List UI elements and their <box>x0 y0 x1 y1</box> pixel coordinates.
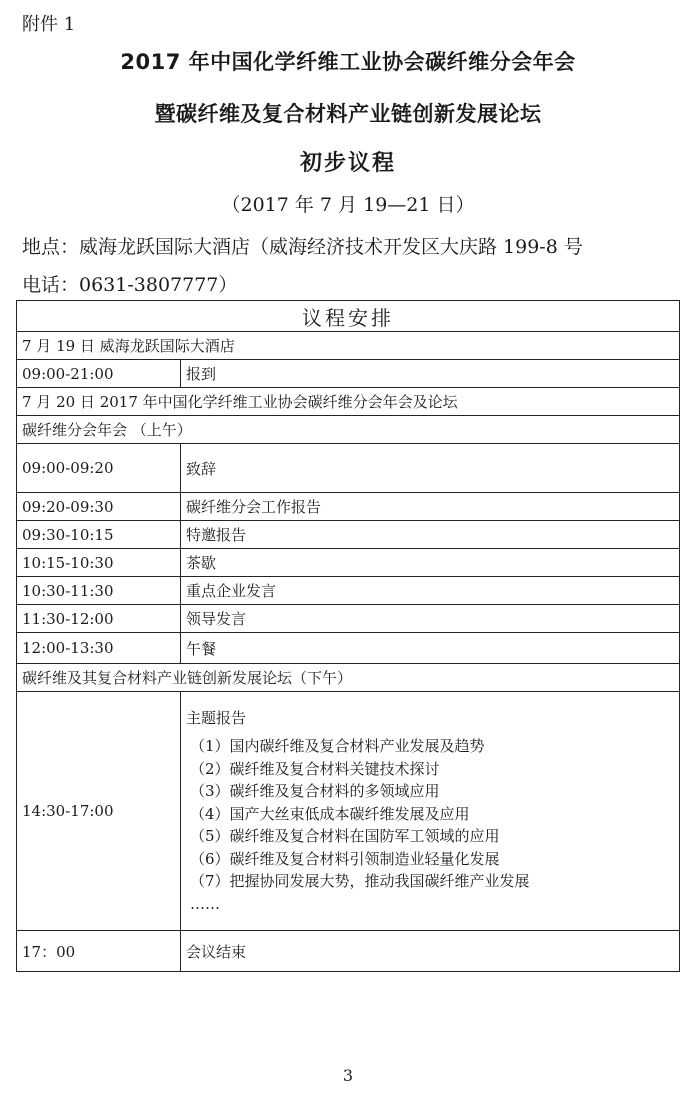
day1-cell: 7 月 19 日 威海龙跃国际大酒店 <box>17 332 680 360</box>
event-dates: （2017 年 7 月 19—21 日） <box>221 194 475 216</box>
item-cell: 碳纤维分会工作报告 <box>181 493 680 521</box>
time-cell: 14:30-17:00 <box>17 692 181 931</box>
list-item: （7）把握协同发展大势，推动我国碳纤维产业发展 <box>190 872 530 891</box>
item-cell: 午餐 <box>181 633 680 664</box>
item-cell: 致辞 <box>181 444 680 493</box>
list-item: （4）国产大丝束低成本碳纤维发展及应用 <box>190 804 470 823</box>
table-row <box>17 360 680 388</box>
time-cell: 10:30-11:30 <box>17 577 181 605</box>
list-item: （1）国内碳纤维及复合材料产业发展及趋势 <box>190 737 485 756</box>
item-cell: 重点企业发言 <box>181 577 680 605</box>
venue-line: 地点：威海龙跃国际大酒店（威海经济技术开发区大庆路 199-8 号 <box>22 236 583 258</box>
table-row <box>17 633 680 664</box>
time-cell: 09:30-10:15 <box>17 521 181 549</box>
time-cell: 11:30-12:00 <box>17 605 181 633</box>
session-pm-cell: 碳纤维及其复合材料产业链创新发展论坛（下午） <box>17 664 680 692</box>
session-row <box>17 416 680 444</box>
topic-heading: 主题报告 <box>186 708 247 727</box>
document-subtitle: 暨碳纤维及复合材料产业链创新发展论坛 <box>154 102 542 126</box>
page-number: 3 <box>342 1066 354 1085</box>
phone-line: 电话：0631-3807777） <box>22 274 238 296</box>
item-cell: 报到 <box>181 360 680 388</box>
day2-cell: 7 月 20 日 2017 年中国化学纤维工业协会碳纤维分会年会及论坛 <box>17 388 680 416</box>
list-item: （6）碳纤维及复合材料引领制造业轻量化发展 <box>190 849 500 868</box>
topic-list <box>186 707 674 916</box>
day-row <box>17 388 680 416</box>
item-cell: 会议结束 <box>181 931 680 972</box>
time-cell: 09:00-21:00 <box>17 360 181 388</box>
time-cell: 09:00-09:20 <box>17 444 181 493</box>
agenda-title: 初步议程 <box>299 151 396 176</box>
document-title: 2017 年中国化学纤维工业协会碳纤维分会年会 <box>120 50 576 74</box>
list-item: …… <box>190 894 220 913</box>
time-cell: 17：00 <box>17 931 181 972</box>
table-row <box>17 605 680 633</box>
table-row <box>17 493 680 521</box>
item-cell: 茶歇 <box>181 549 680 577</box>
table-row <box>17 931 680 972</box>
topics-cell <box>181 692 680 931</box>
table-row <box>17 521 680 549</box>
time-cell: 12:00-13:30 <box>17 633 181 664</box>
agenda-table <box>16 300 680 972</box>
table-row <box>17 549 680 577</box>
list-item: （3）碳纤维及复合材料的多领域应用 <box>190 782 440 801</box>
table-header: 议程安排 <box>17 301 680 332</box>
session-row <box>17 664 680 692</box>
day-row <box>17 332 680 360</box>
time-cell: 10:15-10:30 <box>17 549 181 577</box>
list-item: （5）碳纤维及复合材料在国防军工领域的应用 <box>190 827 500 846</box>
table-row <box>17 444 680 493</box>
item-cell: 领导发言 <box>181 605 680 633</box>
list-item: （2）碳纤维及复合材料关键技术探讨 <box>190 759 440 778</box>
table-row <box>17 692 680 931</box>
session-am-cell: 碳纤维分会年会 （上午） <box>17 416 680 444</box>
table-row <box>17 577 680 605</box>
item-cell: 特邀报告 <box>181 521 680 549</box>
table-header-row <box>17 301 680 332</box>
attachment-label: 附件 1 <box>22 14 76 35</box>
time-cell: 09:20-09:30 <box>17 493 181 521</box>
